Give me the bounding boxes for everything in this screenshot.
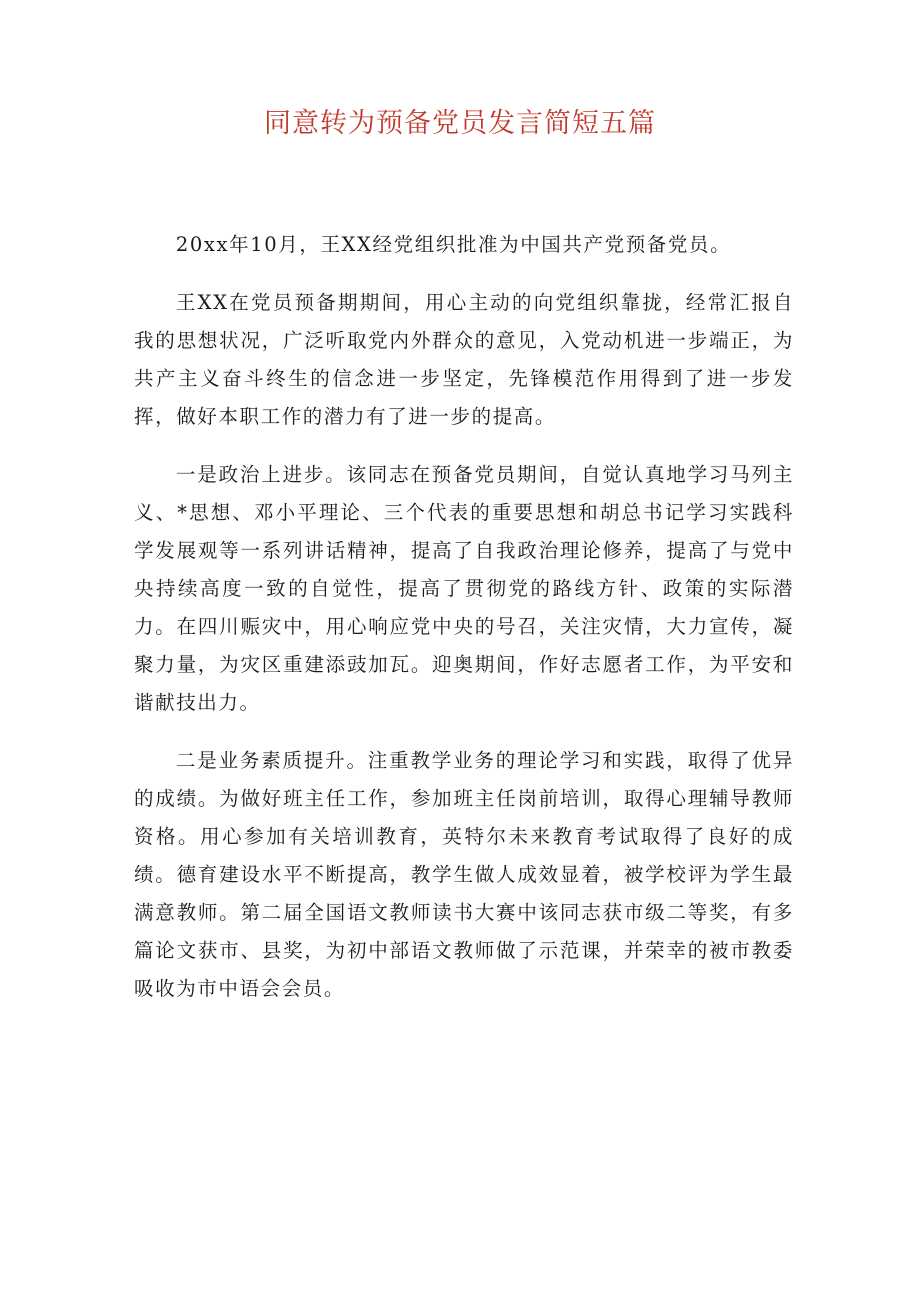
document-title: 同意转为预备党员发言简短五篇: [264, 108, 656, 139]
paragraph-approval: 20xx年10月，王XX经党组织批准为中国共产党预备党员。: [175, 233, 732, 256]
document-body: [134, 226, 794, 1028]
paragraph-professional-quality: 二是业务素质提升。注重教学业务的理论学习和实践，取得了优异的成绩。为做好班主任工作，参加班主任岗前培训，取得心理辅导教师资格。用心参加有关培训教育，英特尔未来教育考试取得了良好的成绩。德育建设水平不断提高，教学生做人成效显着，被学校评为学生最满意教师。第二届全国语文教师读书大赛中该同志获市级二等奖，有多篇论文获市、县奖，为初中部语文教师做了示范课，并荣幸的被市教委吸收为市中语会会员。: [134, 749, 794, 1000]
paragraph-probation-summary: 王XX在党员预备期期间，用心主动的向党组织靠拢，经常汇报自我的思想状况，广泛听取党内外群众的意见，入党动机进一步端正，为共产主义奋斗终生的信念进一步坚定，先锋模范作用得到了进一步发挥，做好本职工作的潜力有了进一步的提高。: [134, 291, 794, 428]
paragraph-political-progress: 一是政治上进步。该同志在预备党员期间，自觉认真地学习马列主义、*思想、邓小平理论、三个代表的重要思想和胡总书记学习实践科学发展观等一系列讲话精神，提高了自我政治理论修养，提高了与党中央持续高度一致的自觉性，提高了贯彻党的路线方针、政策的实际潜力。在四川赈灾中，用心响应党中央的号召，关注灾情，大力宣传，凝聚力量，为灾区重建添豉加瓦。迎奥期间，作好志愿者工作，为平安和谐献技出力。: [134, 463, 794, 714]
